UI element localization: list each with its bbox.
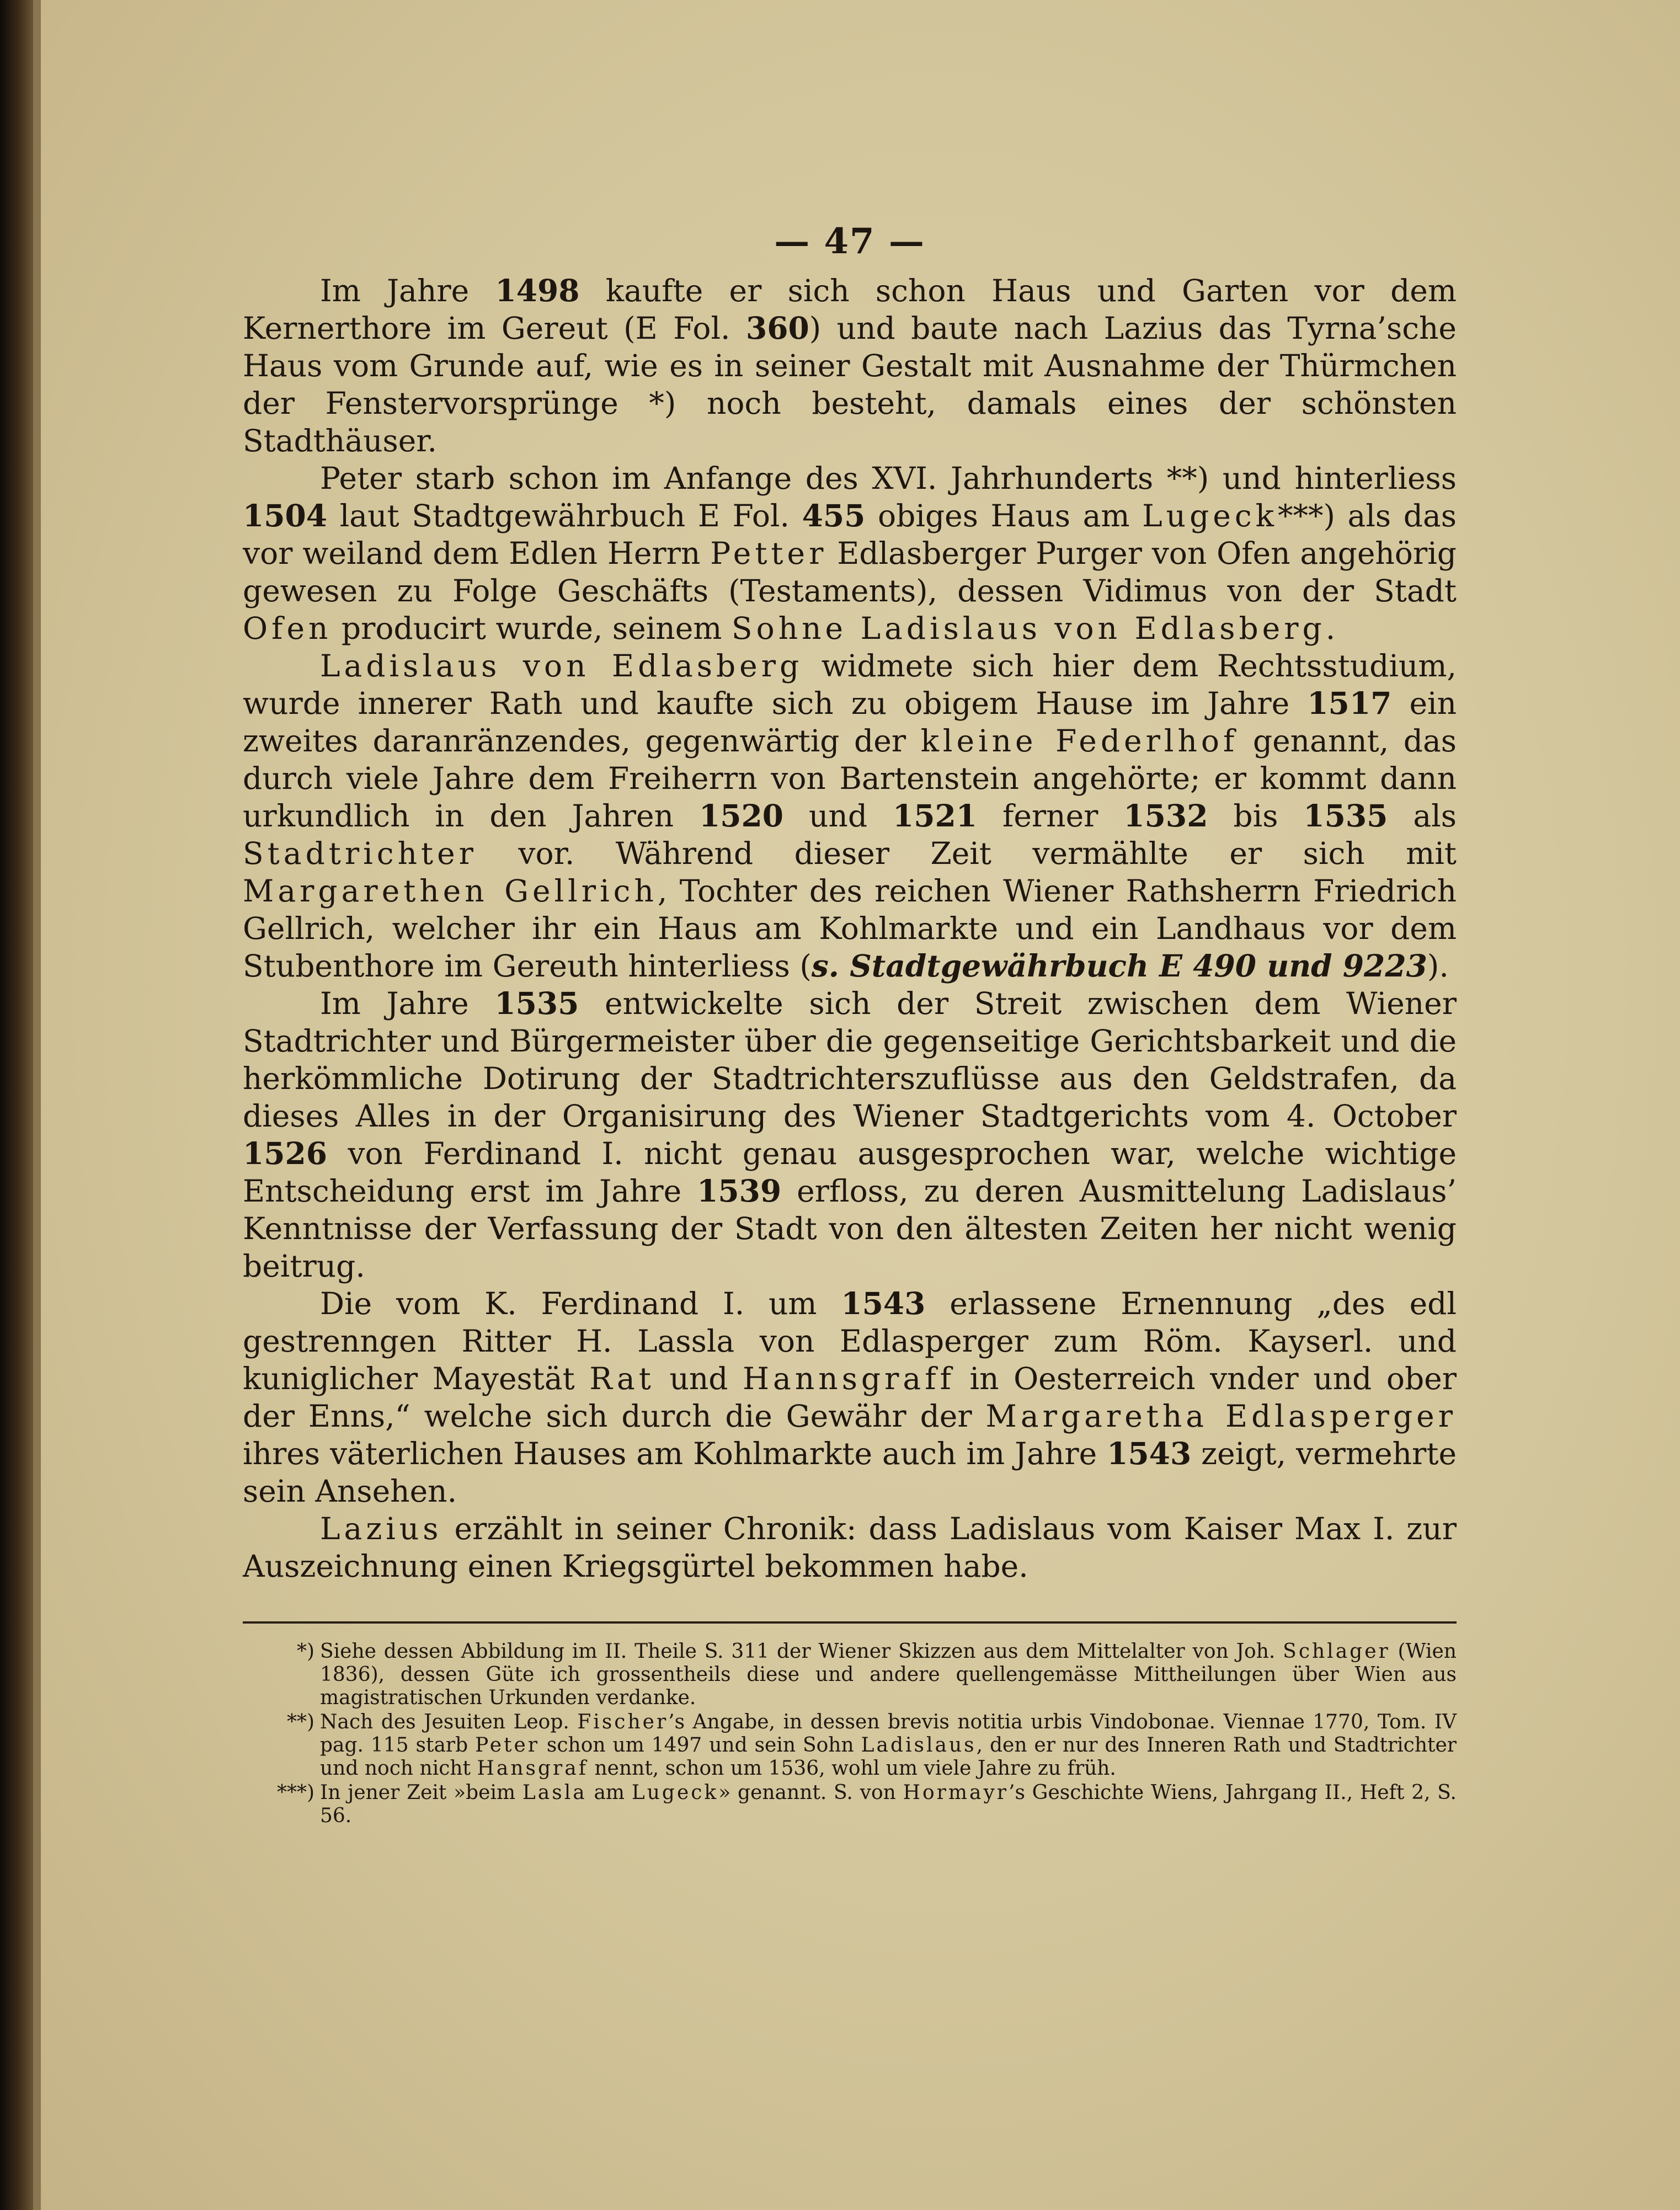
footnote-divider xyxy=(243,1621,1457,1624)
footnotes xyxy=(243,1640,1457,1828)
paragraph-4: Im Jahre 1535 entwickelte sich der Streit zwischen dem Wiener Stadtrichter und Bürgermeister über die gegenseitige Gerichtsbarkeit und die herkömmliche Dotirung der Stadtrichterszuflüsse aus den Geldstrafen, da dieses Alles in der Organisirung des Wiener Stadtgerichts vom 4. October 1526 von Ferdinand I. nicht genau ausgesprochen war, welche wichtige Entscheidung erst im Jahre 1539 erfloss, zu deren Ausmittelung Ladislaus’ Kenntnisse der Verfassung der Stadt von den ältesten Zeiten her nicht wenig beitrug. xyxy=(243,985,1457,1284)
body-text xyxy=(243,272,1457,1585)
paragraph-5: Die vom K. Ferdinand I. um 1543 erlassene Ernennung „des edl gestrenngen Ritter H. Lassla von Edlasperger zum Röm. Kayserl. und kuniglicher Mayestät Rat und Hannsgraff in Oesterreich vnder und ober der Enns,“ welche sich durch die Gewähr der Margaretha Edlasperger ihres väterlichen Hauses am Kohlmarkte auch im Jahre 1543 zeigt, vermehrte sein Ansehen. xyxy=(243,1285,1457,1509)
page-number: — 47 — xyxy=(774,221,925,262)
footnote-marker: **) xyxy=(286,1711,314,1733)
book-binding xyxy=(0,0,33,2210)
footnote-marker: ***) xyxy=(276,1781,314,1804)
paragraph-6: Lazius erzählt in seiner Chronik: dass Ladislaus vom Kaiser Max I. zur Auszeichnung einen Kriegsgürtel bekommen habe. xyxy=(243,1511,1457,1584)
footnote-3: ***) In jener Zeit »beim Lasla am Lugeck» genannt. S. von Hormayr’s Geschichte Wiens, Jahrgang II., Heft 2, S. 56. xyxy=(243,1781,1457,1828)
paragraph-2: Peter starb schon im Anfange des XVI. Jahrhunderts **) und hinterliess 1504 laut Stadtgewährbuch E Fol. 455 obiges Haus am Lugeck***) als das vor weiland dem Edlen Herrn Petter Edlasberger Purger von Ofen angehörig gewesen zu Folge Geschäfts (Testaments), dessen Vidimus von der Stadt Ofen producirt wurde, seinem Sohne Ladislaus von Edlasberg. xyxy=(243,461,1457,646)
paragraph-1: Im Jahre 1498 kaufte er sich schon Haus und Garten vor dem Kernerthore im Gereut (E Fol. 360) und baute nach Lazius das Tyrna’sche Haus vom Grunde auf, wie es in seiner Gestalt mit Ausnahme der Thürmchen der Fenstervorsprünge *) noch besteht, damals eines der schönsten Stadthäuser. xyxy=(243,273,1457,458)
footnote-1: *) Siehe dessen Abbildung im II. Theile S. 311 der Wiener Skizzen aus dem Mittelalter von Joh. Schlager (Wien 1836), dessen Güte ich grossentheils diese und andere quellengemässe Mittheilungen über Wien aus magistratischen Urkunden verdanke. xyxy=(243,1640,1457,1710)
paragraph-3: Ladislaus von Edlasberg widmete sich hier dem Rechtsstudium, wurde innerer Rath und kaufte sich zu obigem Hause im Jahre 1517 ein zweites daranränzendes, gegenwärtig der kleine Federlhof genannt, das durch viele Jahre dem Freiherrn von Bartenstein angehörte; er kommt dann urkundlich in den Jahren 1520 und 1521 ferner 1532 bis 1535 als Stadtrichter vor. Während dieser Zeit vermählte er sich mit Margarethen Gellrich, Tochter des reichen Wiener Rathsherrn Friedrich Gellrich, welcher ihr ein Haus am Kohlmarkte und ein Landhaus vor dem Stubenthore im Gereuth hinterliess (s. Stadtgewährbuch E 490 und 9223). xyxy=(243,648,1457,984)
text-block xyxy=(243,221,1457,1829)
footnote-marker: *) xyxy=(296,1640,314,1663)
footnote-2: **) Nach des Jesuiten Leop. Fischer’s Angabe, in dessen brevis notitia urbis Vindobonae. Viennae 1770, Tom. IV pag. 115 starb Peter schon um 1497 und sein Sohn Ladislaus, den er nur des Inneren Rath und Stadtrichter und noch nicht Hansgraf nennt, schon um 1536, wohl um viele Jahre zu früh. xyxy=(243,1711,1457,1780)
